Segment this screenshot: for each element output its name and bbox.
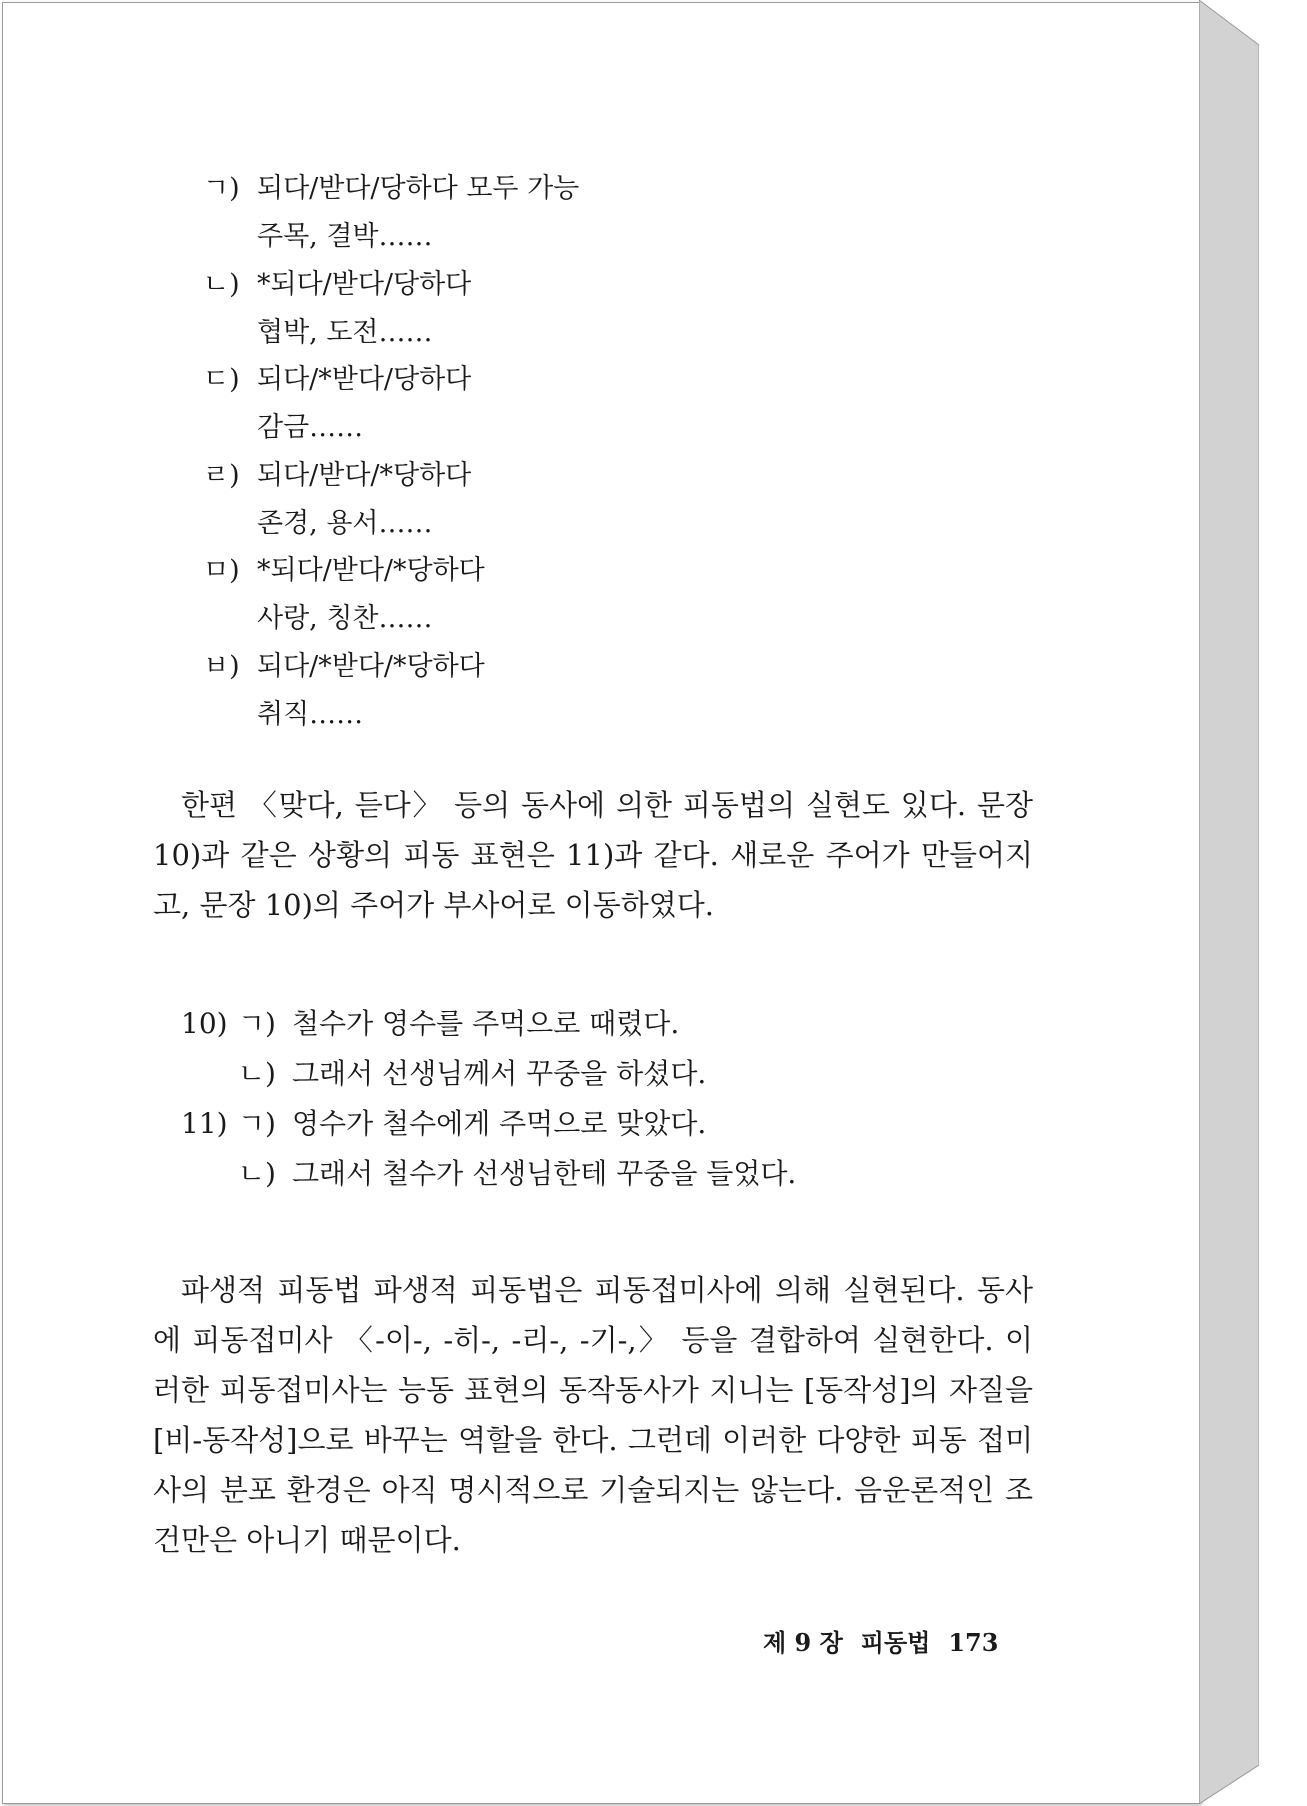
- page-footer: [763, 1623, 1016, 1658]
- list-pattern: 되다/*받다/*당하다: [257, 651, 485, 682]
- list-examples: 사랑, 칭찬……: [257, 603, 433, 634]
- list-marker: ㄹ): [203, 460, 240, 491]
- example-sentence: [181, 1002, 679, 1042]
- chapter-number: 제 9 장: [763, 1628, 843, 1657]
- example-sentence: [181, 1152, 796, 1192]
- list-marker: ㅁ): [203, 555, 240, 586]
- example-marker: ㄱ): [238, 1107, 276, 1140]
- example-number: 10): [181, 1007, 228, 1040]
- book-page: [2, 2, 1200, 1804]
- list-pattern: 되다/*받다/당하다: [257, 364, 472, 395]
- example-sentence: [181, 1052, 706, 1092]
- example-sentence: [181, 1102, 706, 1142]
- example-text: 철수가 영수를 주먹으로 때렸다.: [292, 1007, 680, 1040]
- list-examples: 주목, 결박……: [257, 221, 433, 252]
- body-paragraph: 파생적 피동법 파생적 피동법은 피동접미사에 의해 실현된다. 동사에 피동접미사 〈-이-, -히-, -리-, -기-,〉 등을 결합하여 실현한다. 이러한 피동접미사는 능동 표현의 동작동사가 지니는 [동작성]의 자질을 [비-동작성]으로 바꾸는 역할을 한다. 그런데 이러한 다양한 피동 접미사의 분포 환경은 아직 명시적으로 기술되지는 않는다. 음운론적인 조건만은 아니기 때문이다.: [153, 1273, 1033, 1557]
- example-marker: ㄴ): [238, 1157, 276, 1190]
- list-marker: ㄴ): [203, 269, 240, 300]
- list-item: [203, 644, 485, 683]
- body-paragraph: 한편 〈맞다, 듣다〉 등의 동사에 의한 피동법의 실현도 있다. 문장 10)과 같은 상황의 피동 표현은 11)과 같다. 새로운 주어가 만들어지고, 문장 10)의 주어가 부사어로 이동하였다.: [153, 788, 1033, 922]
- list-pattern: 되다/받다/*당하다: [257, 460, 472, 491]
- list-examples: 감금……: [257, 412, 364, 443]
- list-item: [203, 548, 485, 587]
- example-text: 영수가 철수에게 주먹으로 맞았다.: [292, 1107, 707, 1140]
- chapter-title: 피동법: [860, 1628, 931, 1657]
- list-marker: ㄱ): [203, 173, 240, 204]
- list-pattern: 되다/받다/당하다 모두 가능: [257, 173, 580, 204]
- example-text: 그래서 철수가 선생님한테 꾸중을 들었다.: [292, 1157, 797, 1190]
- list-pattern: *되다/받다/*당하다: [257, 555, 485, 586]
- list-item: [203, 453, 471, 492]
- book-edge: [1199, 0, 1259, 1804]
- list-examples: 존경, 용서……: [257, 508, 433, 539]
- list-item: [203, 357, 471, 396]
- list-pattern: *되다/받다/당하다: [257, 269, 472, 300]
- list-examples: 협박, 도전……: [257, 317, 433, 348]
- page-number: 173: [948, 1628, 999, 1657]
- example-marker: ㄱ): [238, 1007, 276, 1040]
- list-item: [203, 262, 471, 301]
- list-examples: 취직……: [257, 699, 364, 730]
- example-marker: ㄴ): [238, 1057, 276, 1090]
- list-marker: ㅂ): [203, 651, 240, 682]
- list-marker: ㄷ): [203, 364, 240, 395]
- example-text: 그래서 선생님께서 꾸중을 하셨다.: [292, 1057, 707, 1090]
- example-number: 11): [181, 1107, 228, 1140]
- list-item: [203, 166, 579, 205]
